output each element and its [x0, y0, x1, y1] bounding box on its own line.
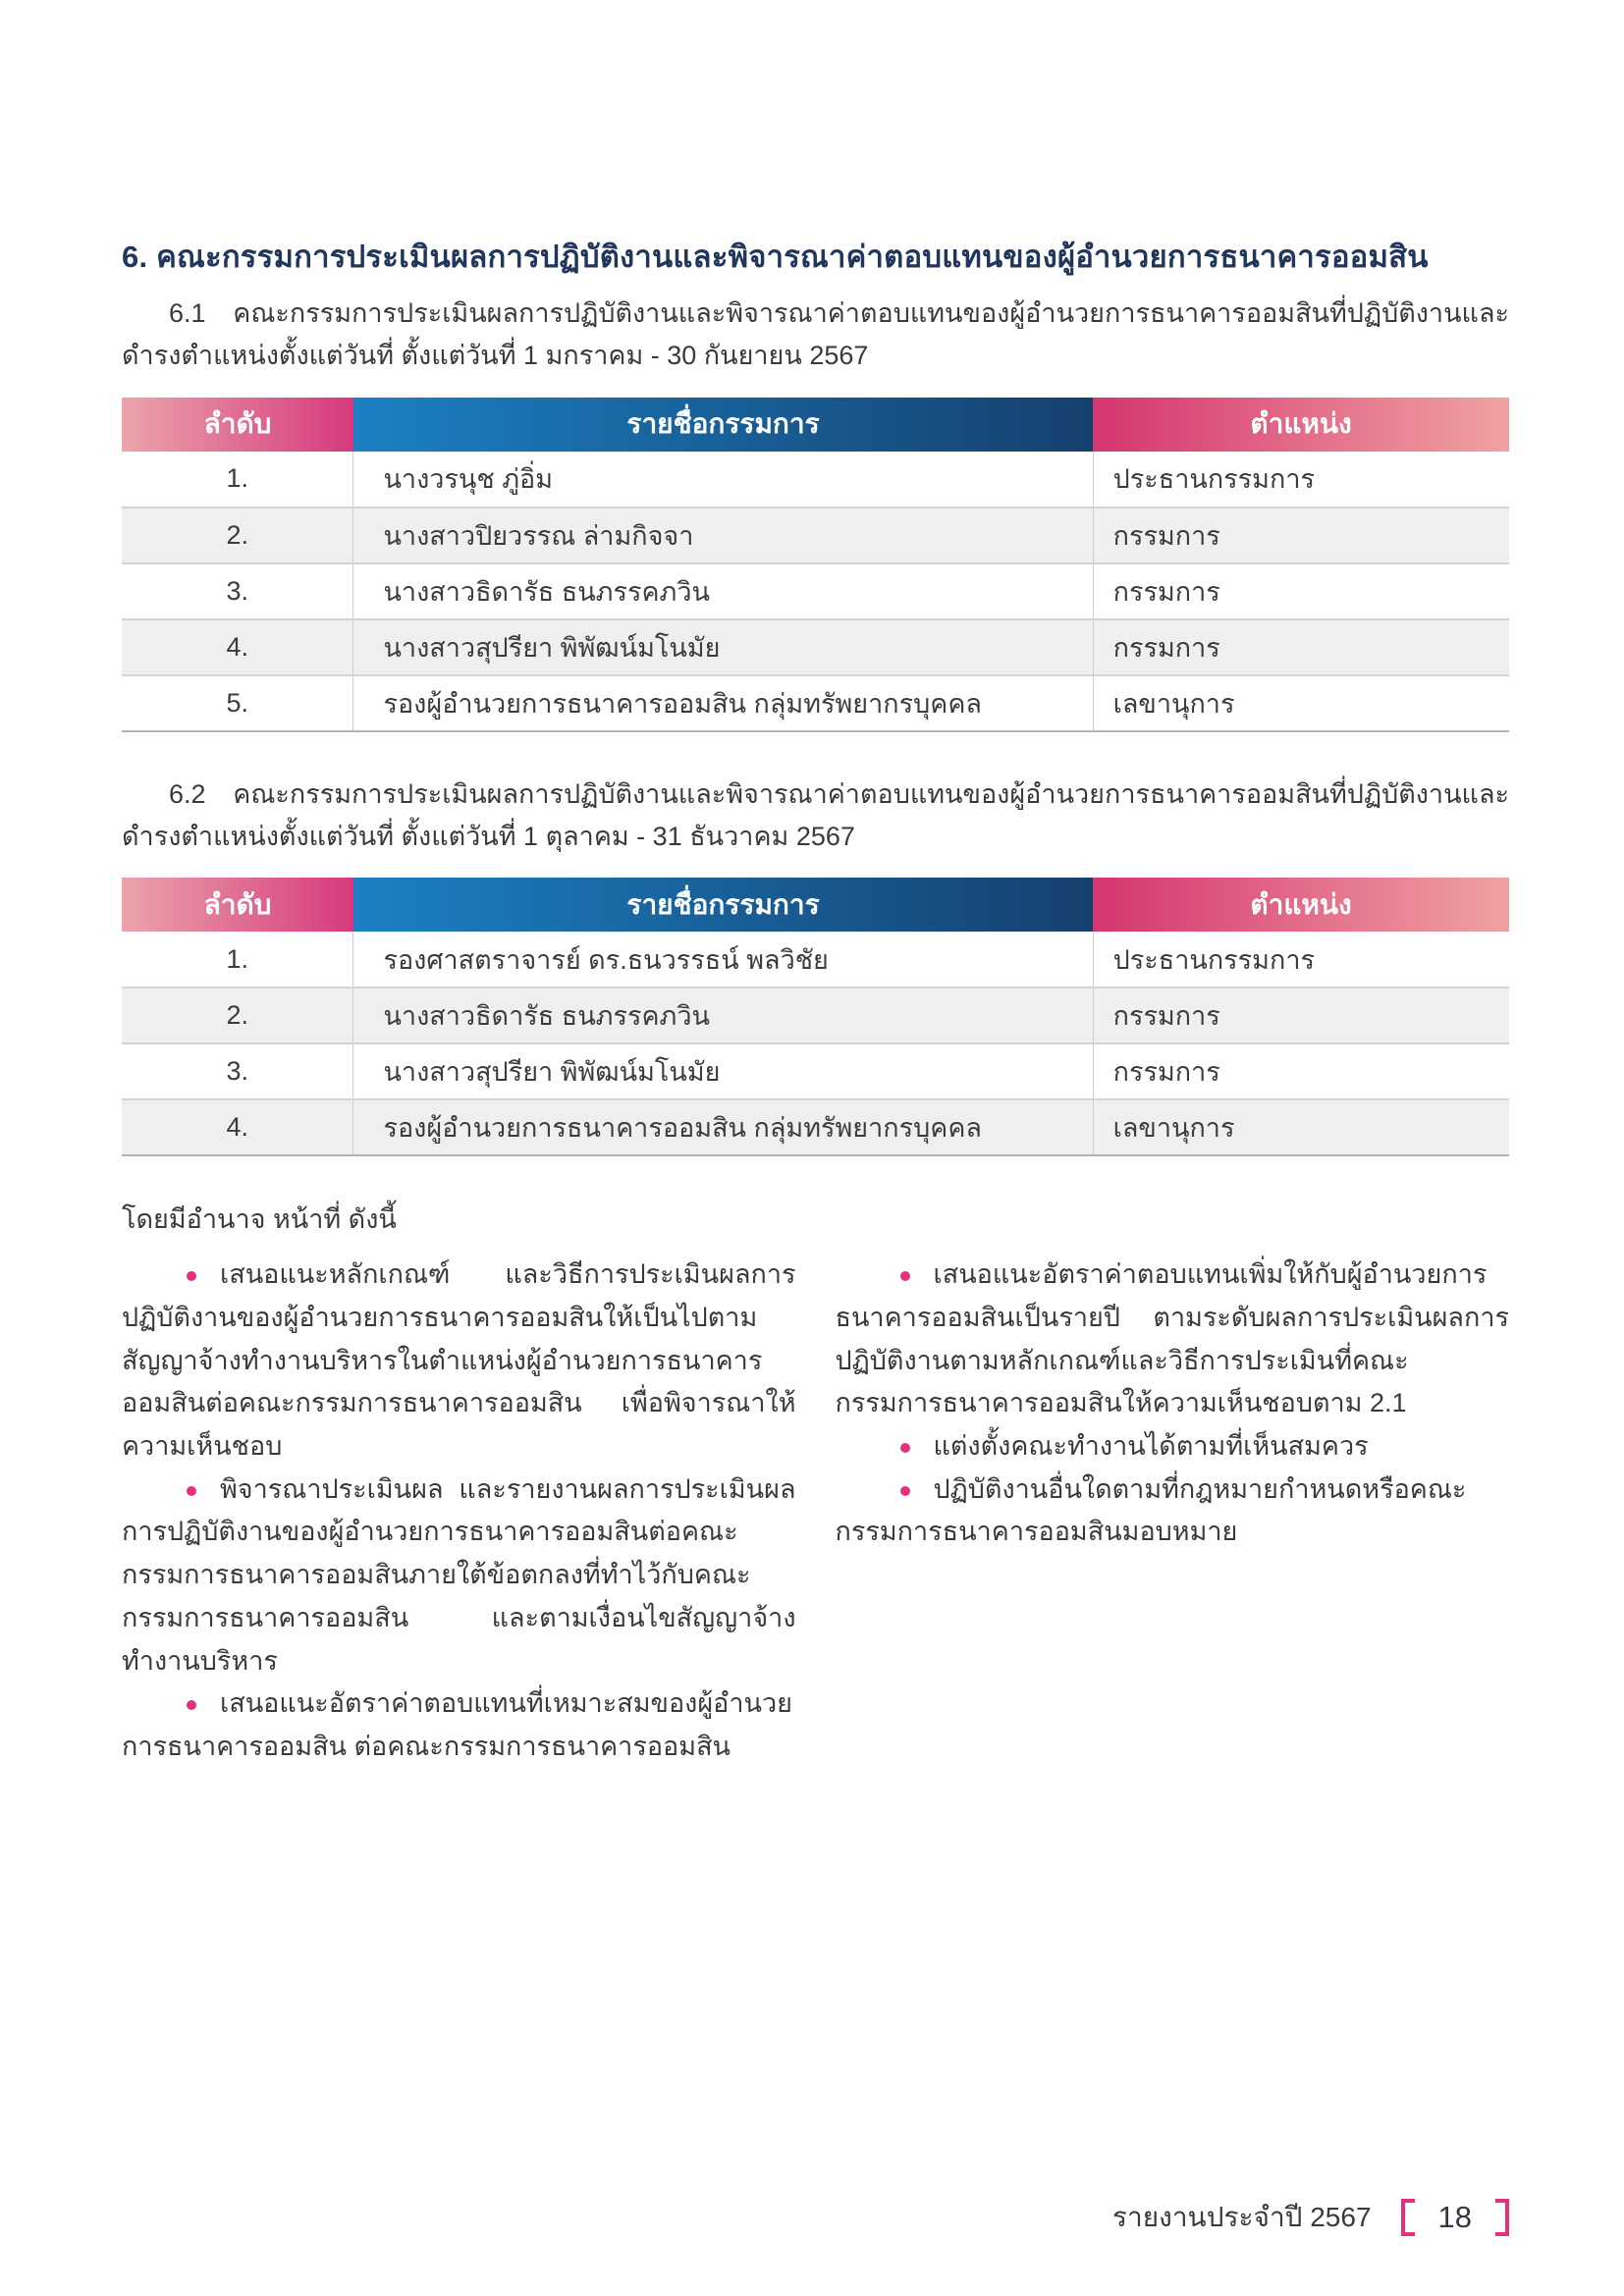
cell-position: กรรมการ: [1093, 1043, 1509, 1099]
table-header-row: [122, 878, 1509, 932]
cell-name: นางวรนุช ภู่อิ่ม: [353, 452, 1093, 507]
cell-no: 3.: [122, 1043, 353, 1099]
table-row: [122, 1099, 1509, 1155]
bullet-dot-icon: [187, 1486, 196, 1496]
cell-position: กรรมการ: [1093, 988, 1509, 1043]
section-6-1-intro: 6.1 คณะกรรมการประเมินผลการปฏิบัติงานและพิจารณาค่าตอบแทนของผู้อำนวยการธนาคารออมสินที่ปฏิบัติงานและดำรงตำแหน่งตั้งแต่วันที่ ตั้งแต่วันที่ 1 มกราคม - 30 กันยายน 2567: [122, 298, 1509, 371]
cell-position: เลขานุการ: [1093, 675, 1509, 731]
table-row: [122, 675, 1509, 731]
page-number-badge: [1401, 2199, 1509, 2236]
column-header-name: รายชื่อกรรมการ: [353, 878, 1093, 932]
duty-text: พิจารณาประเมินผล และรายงานผลการประเมินผลการปฏิบัติงานของผู้อำนวยการธนาคารออมสินต่อคณะกรรมการธนาคารออมสินภายใต้ข้อตกลงที่ทำไว้กับคณะกรรมการธนาคารออมสิน และตามเงื่อนไขสัญญาจ้างทำงานบริหาร: [122, 1473, 796, 1676]
column-header-position: ตำแหน่ง: [1093, 878, 1509, 932]
duty-item: [122, 1254, 796, 1468]
cell-position: ประธานกรรมการ: [1112, 944, 1315, 975]
table-row: [122, 988, 1509, 1043]
table-row: [122, 932, 1509, 988]
duty-item: [836, 1254, 1510, 1425]
bullet-dot-icon: [900, 1486, 910, 1496]
column-header-name: รายชื่อกรรมการ: [353, 398, 1093, 452]
cell-name: นางสาวธิดารัธ ธนภรรคภวิน: [353, 988, 1093, 1043]
cell-no: 2.: [122, 507, 353, 563]
bullet-dot-icon: [187, 1271, 196, 1281]
duties-right-column: [836, 1254, 1510, 1769]
duty-item: [122, 1468, 796, 1683]
bracket-right-icon: [1495, 2199, 1509, 2236]
cell-no: 4.: [122, 1099, 353, 1155]
committee-table-6-2: [122, 878, 1509, 1156]
cell-name: นางสาวธิดารัธ ธนภรรคภวิน: [353, 563, 1093, 619]
cell-no: 2.: [122, 988, 353, 1043]
cell-name: รองผู้อำนวยการธนาคารออมสิน กลุ่มทรัพยากรบุคคล: [353, 675, 1093, 731]
cell-position: กรรมการ: [1093, 507, 1509, 563]
table-header-row: [122, 398, 1509, 452]
cell-name: นางสาวสุปรียา พิพัฒน์มโนมัย: [353, 619, 1093, 675]
duty-item: [836, 1468, 1510, 1554]
duty-item: [836, 1425, 1510, 1468]
column-header-position: ตำแหน่ง: [1093, 398, 1509, 452]
cell-position: กรรมการ: [1093, 619, 1509, 675]
duties-columns: [122, 1254, 1509, 1769]
section-6-2-intro: 6.2 คณะกรรมการประเมินผลการปฏิบัติงานและพิจารณาค่าตอบแทนของผู้อำนวยการธนาคารออมสินที่ปฏิบัติงานและดำรงตำแหน่งตั้งแต่วันที่ ตั้งแต่วันที่ 1 ตุลาคม - 31 ธันวาคม 2567: [122, 778, 1509, 851]
column-header-no: ลำดับ: [122, 398, 353, 452]
report-title: รายงานประจำปี 2567: [1111, 2202, 1372, 2232]
duty-text: ปฏิบัติงานอื่นใดตามที่กฎหมายกำหนดหรือคณะกรรมการธนาคารออมสินมอบหมาย: [835, 1473, 1467, 1547]
duty-text: เสนอแนะอัตราค่าตอบแทนเพิ่มให้กับผู้อำนวยการธนาคารออมสินเป็นรายปี ตามระดับผลการประเมินผลการปฏิบัติงานตามหลักเกณฑ์และวิธีการประเมินที่คณะกรรมการธนาคารออมสินให้ความเห็นชอบตาม 2.1: [835, 1259, 1509, 1418]
duties-lead: โดยมีอำนาจ หน้าที่ ดังนี้: [122, 1204, 397, 1235]
cell-name: นางสาวสุปรียา พิพัฒน์มโนมัย: [353, 1043, 1093, 1099]
cell-name: นางสาวปิยวรรณ ล่ามกิจจา: [353, 507, 1093, 563]
bullet-dot-icon: [900, 1271, 910, 1281]
cell-position: กรรมการ: [1093, 563, 1509, 619]
duty-text: แต่งตั้งคณะทำงานได้ตามที่เห็นสมควร: [933, 1430, 1369, 1461]
table-row: [122, 619, 1509, 675]
table-row: [122, 452, 1509, 507]
table-row: [122, 1043, 1509, 1099]
committee-table-6-1: [122, 398, 1509, 732]
table-row: [122, 563, 1509, 619]
bullet-dot-icon: [900, 1443, 910, 1453]
cell-no: 3.: [122, 563, 353, 619]
cell-name: รองผู้อำนวยการธนาคารออมสิน กลุ่มทรัพยากรบุคคล: [353, 1099, 1093, 1155]
cell-no: 1.: [226, 943, 248, 974]
table-row: [122, 507, 1509, 563]
cell-no: 1.: [226, 463, 248, 494]
duty-text: เสนอแนะอัตราค่าตอบแทนที่เหมาะสมของผู้อำนวยการธนาคารออมสิน ต่อคณะกรรมการธนาคารออมสิน: [122, 1688, 792, 1762]
duty-item: [122, 1682, 796, 1768]
cell-position: ประธานกรรมการ: [1112, 464, 1315, 495]
cell-position: เลขานุการ: [1093, 1099, 1509, 1155]
cell-no: 4.: [122, 619, 353, 675]
duties-left-column: [122, 1254, 796, 1769]
section-title: 6. คณะกรรมการประเมินผลการปฏิบัติงานและพิจารณาค่าตอบแทนของผู้อำนวยการธนาคารออมสิน: [122, 240, 1429, 274]
cell-name: รองศาสตราจารย์ ดร.ธนวรรธน์ พลวิชัย: [353, 932, 1093, 988]
page-footer: [1112, 2196, 1509, 2239]
page-content: [122, 238, 1509, 1769]
page-number: 18: [1437, 2200, 1472, 2234]
duty-text: เสนอแนะหลักเกณฑ์ และวิธีการประเมินผลการปฏิบัติงานของผู้อำนวยการธนาคารออมสินให้เป็นไปตามสัญญาจ้างทำงานบริหารในตำแหน่งผู้อำนวยการธนาคารออมสินต่อคณะกรรมการธนาคารออมสิน เพื่อพิจารณาให้ความเห็นชอบ: [122, 1259, 796, 1461]
bullet-dot-icon: [187, 1700, 196, 1710]
column-header-no: ลำดับ: [122, 878, 353, 932]
bracket-left-icon: [1401, 2199, 1415, 2236]
cell-no: 5.: [122, 675, 353, 731]
